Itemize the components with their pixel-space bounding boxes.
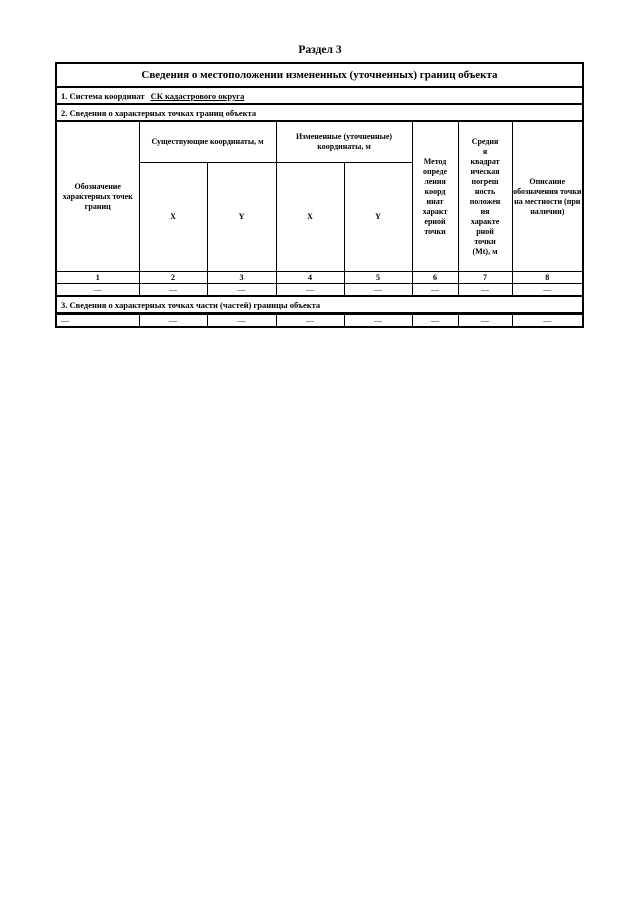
table-cell: —: [207, 315, 276, 327]
table-cell: —: [344, 284, 412, 297]
header-method: Метод опреде ления коорд инат характ ерной точки: [412, 122, 458, 272]
boundary-form: [55, 62, 584, 328]
coord-system-value: СК кадастрового округа: [150, 91, 245, 101]
coord-system-row: [57, 88, 582, 105]
points-table: [57, 122, 582, 297]
header-changed-coords: Измененные (уточненные) координаты, м: [276, 122, 412, 163]
table-row: [57, 284, 582, 297]
column-number: 8: [512, 272, 582, 284]
table-cell: —: [139, 284, 207, 297]
header-mean-error: Средня я квадрат ическая погреш ность положен ия характе рной точки (Mt), м: [458, 122, 512, 272]
part-points-table: [57, 314, 582, 326]
column-number: 4: [276, 272, 344, 284]
table-cell: —: [512, 284, 582, 297]
table-cell: —: [139, 315, 207, 327]
coord-system-label: 1. Система координат: [61, 91, 145, 101]
column-number: 3: [207, 272, 276, 284]
section-title: Раздел 3: [298, 44, 342, 56]
header-existing-coords: Существующие координаты, м: [139, 122, 276, 163]
table-cell: —: [412, 315, 458, 327]
header-description: Описание обозначения точки на местности (при наличии): [512, 122, 582, 272]
column-number: 5: [344, 272, 412, 284]
header-existing-y: Y: [207, 163, 276, 272]
column-number: 2: [139, 272, 207, 284]
main-title: Сведения о местоположении измененных (уточненных) границ объекта: [57, 64, 582, 88]
table-cell: —: [458, 284, 512, 297]
column-number: 7: [458, 272, 512, 284]
points-section-title: 2. Сведения о характерных точках границ объекта: [57, 105, 582, 122]
column-numbers-row: [57, 272, 582, 284]
table-cell: —: [57, 284, 139, 297]
table-cell: —: [207, 284, 276, 297]
column-number: 6: [412, 272, 458, 284]
table-cell: —: [57, 315, 139, 327]
column-number: 1: [57, 272, 139, 284]
table-row: [57, 315, 582, 327]
header-point-designation: Обозначение характерных точек границ: [57, 122, 139, 272]
table-cell: —: [276, 315, 344, 327]
table-cell: —: [458, 315, 512, 327]
part-section-title: 3. Сведения о характерных точках части (частей) границы объекта: [57, 297, 582, 314]
header-changed-y: Y: [344, 163, 412, 272]
table-cell: —: [512, 315, 582, 327]
header-changed-x: X: [276, 163, 344, 272]
table-cell: —: [412, 284, 458, 297]
table-cell: —: [344, 315, 412, 327]
header-existing-x: X: [139, 163, 207, 272]
table-cell: —: [276, 284, 344, 297]
